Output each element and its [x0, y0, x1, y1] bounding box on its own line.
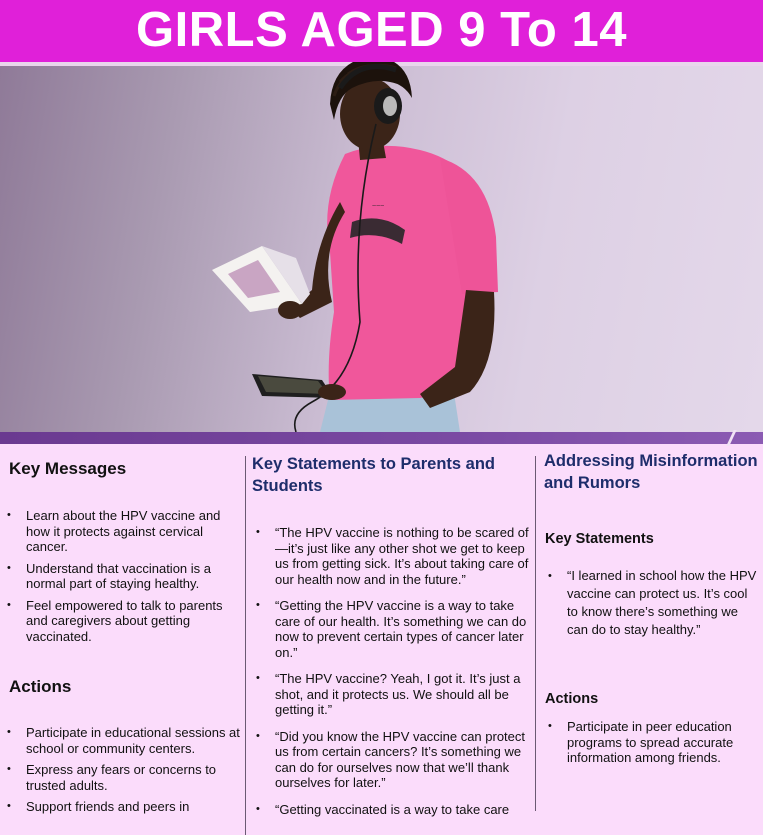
section-divider-band — [0, 432, 763, 444]
photo-girl-with-headphones-icon — [0, 62, 763, 432]
misinfo-actions-list — [541, 719, 759, 766]
misinfo-statements-list — [541, 567, 759, 639]
actions-list — [0, 725, 243, 815]
key-messages-list — [0, 508, 243, 644]
hero-photo — [0, 62, 763, 432]
list-item: • Participate in educational sessions at school or community centers. — [0, 725, 243, 756]
column-divider-2 — [535, 456, 536, 811]
misinformation-heading: Addressing Misinformation and Rumors — [544, 452, 758, 492]
list-item: • “The HPV vaccine is nothing to be scared of—it’s just like any other shot we get to keep us from getting sick. It’s about taking care of our health now and in the future.” — [249, 525, 534, 587]
key-messages-heading: Key Messages — [9, 459, 127, 478]
svg-text:~~~: ~~~ — [372, 203, 385, 210]
list-item: • Feel empowered to talk to parents and caregivers about getting vaccinated. — [0, 598, 243, 645]
statements-list — [249, 525, 534, 817]
key-statements-subheading: Key Statements — [545, 531, 654, 547]
list-item: • Support friends and peers in — [0, 799, 243, 815]
page-title: GIRLS AGED 9 To 14 — [136, 2, 627, 57]
list-item: • Participate in peer education programs to spread accurate information among friends. — [541, 719, 759, 766]
key-statements-heading: Key Statements to Parents and Students — [252, 455, 495, 495]
list-item: • “I learned in school how the HPV vaccine can protect us. It’s cool to know there’s something we can do to stay healthy.” — [541, 567, 759, 639]
list-item: • Express any fears or concerns to trusted adults. — [0, 762, 243, 793]
list-item: • Learn about the HPV vaccine and how it protects against cervical cancer. — [0, 508, 243, 555]
list-item: • “Getting vaccinated is a way to take care — [249, 802, 534, 818]
title-banner — [0, 0, 763, 62]
list-item: • Understand that vaccination is a normal part of staying healthy. — [0, 561, 243, 592]
list-item: • “The HPV vaccine? Yeah, I got it. It’s just a shot, and it protects us. We should all be getting it.” — [249, 671, 534, 718]
divider-accent — [726, 430, 736, 446]
list-item: • “Did you know the HPV vaccine can protect us from certain cancers? It’s something we can do for ourselves now that we’ll thank ourselves for later.” — [249, 729, 534, 791]
misinfo-actions-heading: Actions — [545, 691, 599, 707]
column-divider-1 — [245, 456, 246, 835]
actions-heading: Actions — [9, 677, 72, 696]
list-item: • “Getting the HPV vaccine is a way to take care of our health. It’s something we can do now to prevent certain types of cancer later on.” — [249, 598, 534, 660]
